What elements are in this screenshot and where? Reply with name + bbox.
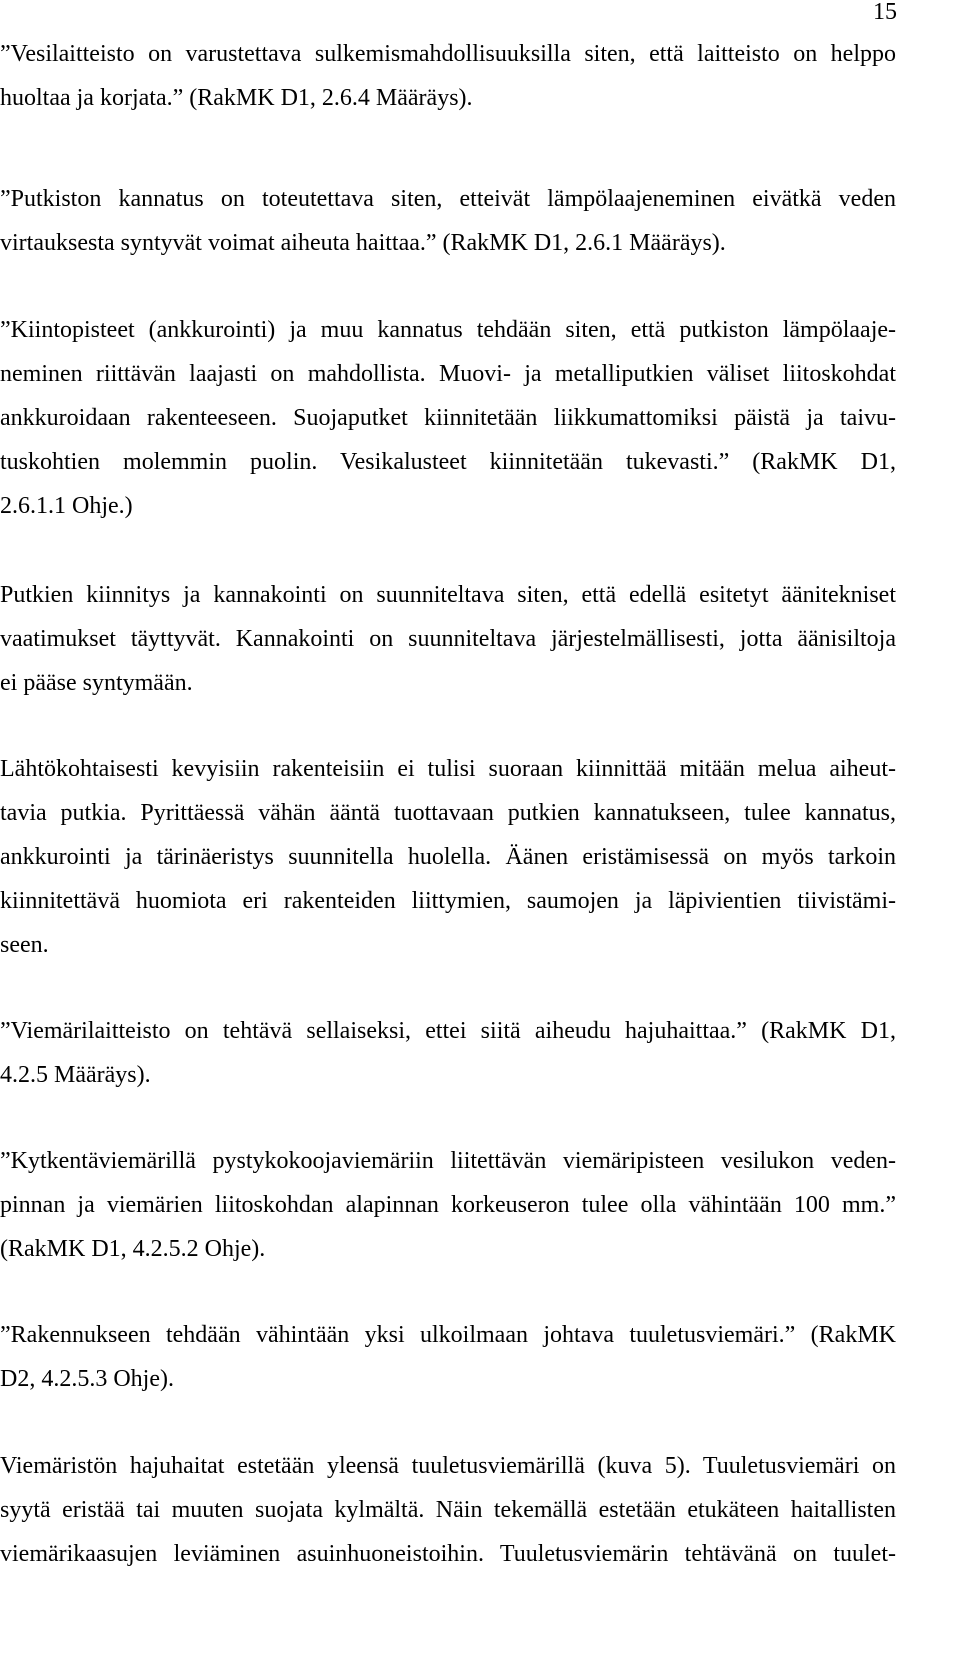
- text-line: ”Putkiston kannatus on toteutettava siten, etteivät lämpölaajeneminen eivätkä veden: [0, 186, 896, 212]
- text-line: virtauksesta syntyvät voimat aiheuta haittaa.” (RakMK D1, 2.6.1 Määräys).: [0, 230, 726, 256]
- text-line: ”Viemärilaitteisto on tehtävä sellaiseksi, ettei siitä aiheudu hajuhaittaa.” (RakMK D1,: [0, 1018, 896, 1044]
- paragraph-hajuhaitat: [0, 1444, 896, 1576]
- text-line: (RakMK D1, 4.2.5.2 Ohje).: [0, 1236, 266, 1262]
- text-line: pinnan ja viemärien liitoskohdan alapinnan korkeuseron tulee olla vähintään 100 mm.”: [0, 1192, 896, 1218]
- text-line: Putkien kiinnitys ja kannakointi on suunniteltava siten, että edellä esitetyt äänitekniset: [0, 582, 896, 608]
- text-line: ankkuroidaan rakenteeseen. Suojaputket kiinnitetään liikkumattomiksi päistä ja taivu-: [0, 405, 896, 431]
- paragraph-viemarilaitteisto-quote: [0, 1009, 896, 1097]
- text-line: ”Kytkentäviemärillä pystykokoojaviemäriin liitettävän viemäripisteen vesilukon veden-: [0, 1148, 896, 1174]
- paragraph-kytkentaviemari-quote: [0, 1139, 896, 1271]
- text-line: tuskohtien molemmin puolin. Vesikalusteet kiinnitetään tukevasti.” (RakMK D1,: [0, 449, 896, 475]
- text-line: huoltaa ja korjata.” (RakMK D1, 2.6.4 Määräys).: [0, 85, 473, 111]
- text-line: tavia putkia. Pyrittäessä vähän ääntä tuottavaan putkien kannatukseen, tulee kannatus,: [0, 800, 896, 826]
- text-line: ”Vesilaitteisto on varustettava sulkemismahdollisuuksilla siten, että laitteisto on helppo: [0, 41, 896, 67]
- text-line: viemärikaasujen leviäminen asuinhuoneistoihin. Tuuletusviemärin tehtävänä on tuulet-: [0, 1541, 896, 1567]
- text-line: neminen riittävän laajasti on mahdollista. Muovi- ja metalliputkien väliset liitoskohdat: [0, 361, 896, 387]
- text-line: ”Rakennukseen tehdään vähintään yksi ulkoilmaan johtava tuuletusviemäri.” (RakMK: [0, 1322, 896, 1348]
- text-line: ei pääse syntymään.: [0, 670, 193, 696]
- text-line: D2, 4.2.5.3 Ohje).: [0, 1366, 174, 1392]
- paragraph-putkien-kiinnitys: [0, 573, 896, 705]
- paragraph-vesilaitteisto-quote: [0, 32, 896, 120]
- text-line: kiinnitettävä huomiota eri rakenteiden liittymien, saumojen ja läpivientien tiivistämi-: [0, 888, 896, 914]
- paragraph-kiintopisteet-quote: [0, 308, 896, 528]
- text-line: Lähtökohtaisesti kevyisiin rakenteisiin ei tulisi suoraan kiinnittää mitään melua aiheut-: [0, 756, 896, 782]
- page-number: 15: [873, 0, 897, 25]
- text-line: ankkurointi ja tärinäeristys suunnitella huolella. Äänen eristämisessä on myös tarkoin: [0, 844, 896, 870]
- paragraph-putkiston-kannatus-quote: [0, 177, 896, 265]
- text-line: 2.6.1.1 Ohje.): [0, 493, 133, 519]
- paragraph-lahtokohtaisesti: [0, 747, 896, 967]
- text-line: Viemäristön hajuhaitat estetään yleensä tuuletusviemärillä (kuva 5). Tuuletusviemäri on: [0, 1453, 896, 1479]
- text-line: ”Kiintopisteet (ankkurointi) ja muu kannatus tehdään siten, että putkiston lämpölaaje-: [0, 317, 896, 343]
- text-line: vaatimukset täyttyvät. Kannakointi on suunniteltava järjestelmällisesti, jotta äänisiltoja: [0, 626, 896, 652]
- text-line: 4.2.5 Määräys).: [0, 1062, 151, 1088]
- paragraph-tuuletusviemari-quote: [0, 1313, 896, 1401]
- text-line: seen.: [0, 932, 49, 958]
- text-line: syytä eristää tai muuten suojata kylmältä. Näin tekemällä estetään etukäteen haitallisten: [0, 1497, 896, 1523]
